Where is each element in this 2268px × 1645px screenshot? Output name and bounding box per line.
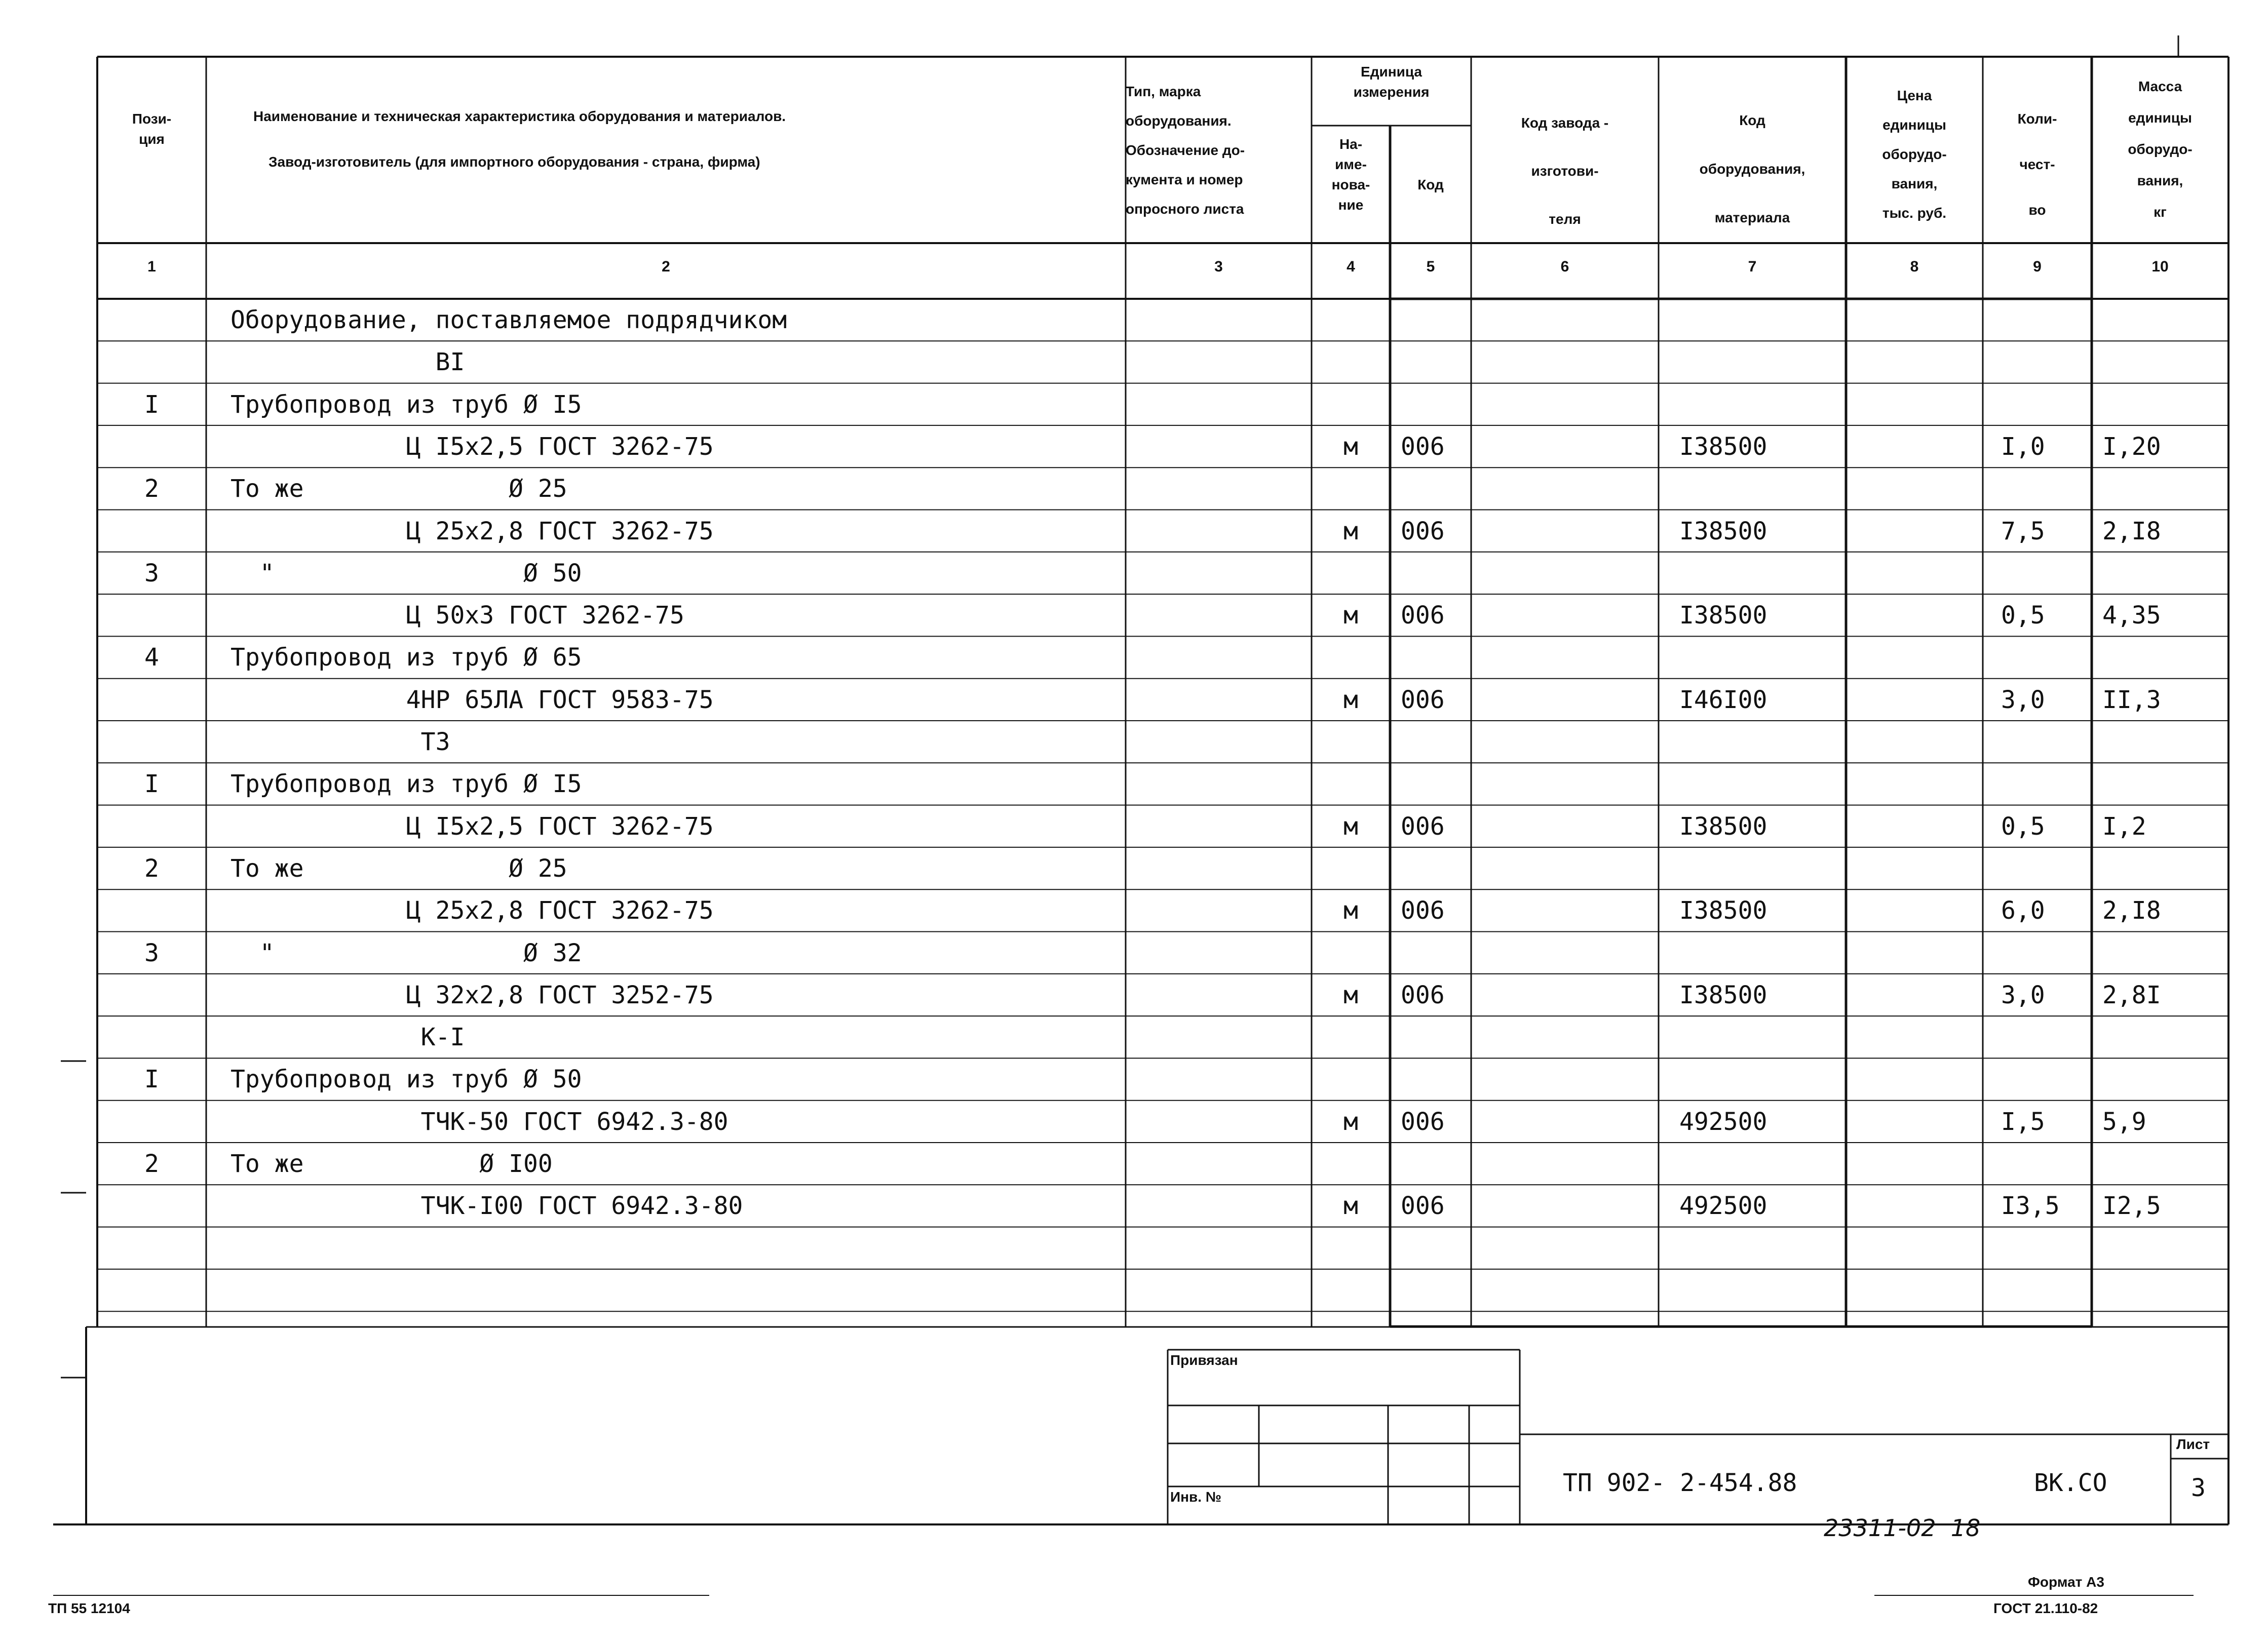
row-mass: 2,I8: [2102, 896, 2161, 925]
row-name: То же Ø I00: [230, 1150, 553, 1178]
row-material-code: I38500: [1679, 517, 1767, 545]
row-name: То же Ø 25: [230, 475, 567, 503]
row-name: Трубопровод из труб Ø 50: [230, 1065, 582, 1094]
row-name: К-I: [230, 1023, 465, 1052]
row-mass: II,3: [2102, 685, 2161, 714]
row-name: " Ø 32: [230, 938, 582, 967]
column-number: 8: [1910, 258, 1919, 275]
row-name: BI: [230, 348, 465, 377]
row-mass: 4,35: [2102, 601, 2161, 630]
row-quantity: 3,0: [2001, 685, 2045, 714]
row-name: ТЧК-I00 ГОСТ 6942.3-80: [230, 1192, 743, 1221]
footer-gost: ГОСТ 21.110-82: [1993, 1600, 2098, 1616]
row-material-code: 492500: [1679, 1192, 1767, 1221]
row-name: Оборудование, поставляемое подрядчиком: [230, 306, 787, 334]
row-name: Ц 25х2,8 ГОСТ 3262-75: [230, 896, 714, 925]
row-unit-code: 006: [1401, 432, 1445, 461]
sheet-number: 3: [2191, 1474, 2206, 1502]
row-unit-code: 006: [1401, 896, 1445, 925]
column-number: 5: [1426, 258, 1435, 275]
row-quantity: I3,5: [2001, 1192, 2060, 1221]
column-number: 3: [1214, 258, 1223, 275]
row-quantity: 0,5: [2001, 601, 2045, 630]
row-position: I: [144, 770, 159, 799]
row-position: 3: [144, 938, 159, 967]
row-name: Ц 25х2,8 ГОСТ 3262-75: [230, 517, 714, 545]
row-name: То же Ø 25: [230, 854, 567, 883]
column-number: 7: [1748, 258, 1757, 275]
row-mass: I2,5: [2102, 1192, 2161, 1221]
column-number: 1: [147, 258, 156, 275]
row-name: ТЧК-50 ГОСТ 6942.3-80: [230, 1107, 728, 1136]
header-factory-code: Код завода - изготови- теля: [1521, 115, 1609, 227]
column-number: 9: [2033, 258, 2042, 275]
header-unit-code: Код: [1417, 177, 1444, 192]
header-name-line2: Завод-изготовитель (для импортного оборудования - страна, фирма): [268, 154, 760, 170]
row-quantity: 6,0: [2001, 896, 2045, 925]
row-position: 2: [144, 1150, 159, 1178]
row-unit: м: [1343, 601, 1358, 630]
row-unit: м: [1343, 812, 1358, 841]
sheet-label: Лист: [2176, 1436, 2210, 1452]
row-unit: м: [1343, 1107, 1358, 1136]
row-position: 2: [144, 854, 159, 883]
row-material-code: I38500: [1679, 812, 1767, 841]
row-mass: 2,8I: [2102, 981, 2161, 1009]
row-quantity: 0,5: [2001, 812, 2045, 841]
row-material-code: I38500: [1679, 981, 1767, 1009]
row-unit-code: 006: [1401, 517, 1445, 545]
row-name: T3: [230, 728, 450, 756]
header-type: Тип, марка оборудования. Обозначение до- кумента и номер опросного листа: [1126, 84, 1245, 217]
row-unit-code: 006: [1401, 812, 1445, 841]
row-unit: м: [1343, 432, 1358, 461]
row-position: 2: [144, 475, 159, 503]
row-position: 3: [144, 559, 159, 588]
row-unit: м: [1343, 896, 1358, 925]
stamp-inv-label: Инв. №: [1170, 1489, 1222, 1505]
row-unit-code: 006: [1401, 685, 1445, 714]
row-position: 4: [144, 643, 159, 672]
row-name: Ц 50х3 ГОСТ 3262-75: [230, 601, 684, 630]
header-material-code: Код оборудования, материала: [1699, 112, 1805, 225]
header-mass: Масса единицы оборудо- вания, кг: [2128, 79, 2193, 220]
document-mark: ВК.СО: [2034, 1469, 2107, 1497]
row-quantity: I,5: [2001, 1107, 2045, 1136]
row-name: Ц I5х2,5 ГОСТ 3262-75: [230, 432, 714, 461]
header-quantity: Коли- чест- во: [2017, 111, 2057, 218]
row-material-code: I38500: [1679, 896, 1767, 925]
row-mass: 2,I8: [2102, 517, 2161, 545]
row-unit: м: [1343, 1192, 1358, 1221]
row-mass: 5,9: [2102, 1107, 2146, 1136]
row-name: " Ø 50: [230, 559, 582, 588]
row-material-code: 492500: [1679, 1107, 1767, 1136]
header-name-line1: Наименование и техническая характеристика оборудования и материалов.: [253, 108, 786, 124]
row-position: I: [144, 390, 159, 419]
header-unit-name: На- име- нова- ние: [1331, 136, 1370, 213]
row-material-code: I38500: [1679, 432, 1767, 461]
row-position: I: [144, 1065, 159, 1094]
header-unit: Единица измерения: [1353, 64, 1430, 100]
document-number: ТП 902- 2-454.88: [1563, 1469, 1797, 1497]
handwritten-number: 23311-02 18: [1824, 1514, 1981, 1542]
row-name: Трубопровод из труб Ø I5: [230, 390, 582, 419]
row-name: Трубопровод из труб Ø I5: [230, 770, 582, 799]
row-quantity: I,0: [2001, 432, 2045, 461]
column-number: 2: [662, 258, 670, 275]
row-name: Ц 32х2,8 ГОСТ 3252-75: [230, 981, 714, 1009]
row-name: Трубопровод из труб Ø 65: [230, 643, 582, 672]
footer-format: Формат А3: [2028, 1574, 2104, 1590]
row-unit: м: [1343, 685, 1358, 714]
column-number: 4: [1347, 258, 1355, 275]
column-number: 6: [1560, 258, 1569, 275]
row-material-code: I46I00: [1679, 685, 1767, 714]
row-mass: I,20: [2102, 432, 2161, 461]
row-unit-code: 006: [1401, 1107, 1445, 1136]
row-unit-code: 006: [1401, 1192, 1445, 1221]
row-quantity: 3,0: [2001, 981, 2045, 1009]
row-unit-code: 006: [1401, 981, 1445, 1009]
row-name: 4HP 65ЛА ГОСТ 9583-75: [230, 685, 714, 714]
footer-left-code: ТП 55 12104: [48, 1600, 130, 1616]
row-quantity: 7,5: [2001, 517, 2045, 545]
row-unit: м: [1343, 517, 1358, 545]
header-price: Цена единицы оборудо- вания, тыс. руб.: [1882, 88, 1947, 221]
header-position: Пози- ция: [132, 111, 172, 147]
row-mass: I,2: [2102, 812, 2146, 841]
row-name: Ц I5х2,5 ГОСТ 3262-75: [230, 812, 714, 841]
row-unit: м: [1343, 981, 1358, 1009]
row-unit-code: 006: [1401, 601, 1445, 630]
column-number: 10: [2151, 258, 2169, 275]
stamp-attached-label: Привязан: [1170, 1352, 1238, 1368]
row-material-code: I38500: [1679, 601, 1767, 630]
